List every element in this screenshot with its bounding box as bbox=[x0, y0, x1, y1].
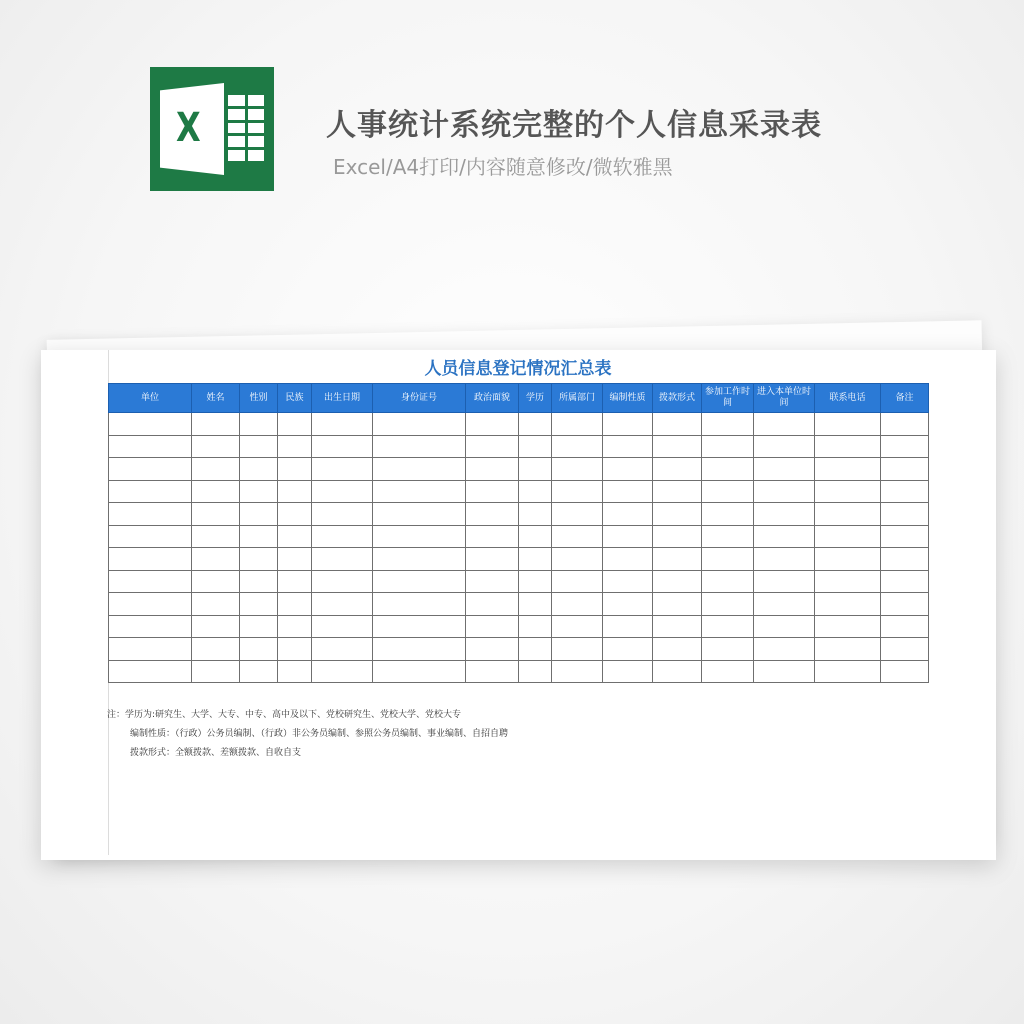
table-cell[interactable] bbox=[815, 570, 881, 593]
table-cell[interactable] bbox=[754, 480, 815, 503]
table-cell[interactable] bbox=[466, 480, 519, 503]
table-cell[interactable] bbox=[312, 548, 373, 571]
table-cell[interactable] bbox=[653, 413, 702, 436]
table-cell[interactable] bbox=[603, 458, 653, 481]
table-cell[interactable] bbox=[466, 503, 519, 526]
table-cell[interactable] bbox=[881, 480, 929, 503]
table-cell[interactable] bbox=[754, 570, 815, 593]
table-cell[interactable] bbox=[373, 570, 466, 593]
table-cell[interactable] bbox=[702, 503, 754, 526]
table-cell[interactable] bbox=[815, 593, 881, 616]
table-cell[interactable] bbox=[240, 638, 278, 661]
table-cell[interactable] bbox=[603, 435, 653, 458]
table-cell[interactable] bbox=[653, 458, 702, 481]
table-cell[interactable] bbox=[240, 458, 278, 481]
table-row bbox=[109, 615, 929, 638]
table-cell[interactable] bbox=[466, 525, 519, 548]
table-cell[interactable] bbox=[653, 660, 702, 683]
col-header-department: 所属部门 bbox=[552, 384, 603, 413]
table-cell[interactable] bbox=[702, 413, 754, 436]
table-cell[interactable] bbox=[373, 480, 466, 503]
table-cell[interactable] bbox=[552, 458, 603, 481]
col-header-join-date: 进入本单位时间 bbox=[754, 384, 815, 413]
table-cell[interactable] bbox=[373, 525, 466, 548]
table-cell[interactable] bbox=[653, 480, 702, 503]
table-cell[interactable] bbox=[552, 435, 603, 458]
table-cell[interactable] bbox=[603, 548, 653, 571]
table-cell[interactable] bbox=[702, 458, 754, 481]
logo-letter: X bbox=[176, 105, 201, 151]
table-cell[interactable] bbox=[192, 548, 240, 571]
table-cell[interactable] bbox=[240, 480, 278, 503]
table-cell[interactable] bbox=[278, 503, 312, 526]
table-cell[interactable] bbox=[653, 435, 702, 458]
table-cell[interactable] bbox=[192, 435, 240, 458]
table-cell[interactable] bbox=[552, 570, 603, 593]
table-cell[interactable] bbox=[552, 638, 603, 661]
table-cell[interactable] bbox=[552, 548, 603, 571]
col-header-funding-type: 拨款形式 bbox=[653, 384, 702, 413]
table-cell[interactable] bbox=[881, 660, 929, 683]
note-staffing-type: 编制性质：（行政）公务员编制、（行政）非公务员编制、参照公务员编制、事业编制、自招自聘 bbox=[130, 729, 509, 739]
table-cell[interactable] bbox=[109, 638, 192, 661]
table-cell[interactable] bbox=[603, 593, 653, 616]
table-row bbox=[109, 638, 929, 661]
table-cell[interactable] bbox=[519, 458, 552, 481]
table-cell[interactable] bbox=[373, 615, 466, 638]
table-cell[interactable] bbox=[192, 570, 240, 593]
table-cell[interactable] bbox=[552, 503, 603, 526]
table-cell[interactable] bbox=[240, 435, 278, 458]
table-cell[interactable] bbox=[653, 525, 702, 548]
table-cell[interactable] bbox=[466, 593, 519, 616]
table-cell[interactable] bbox=[653, 615, 702, 638]
table-cell[interactable] bbox=[754, 660, 815, 683]
table-cell[interactable] bbox=[702, 480, 754, 503]
table-cell[interactable] bbox=[373, 638, 466, 661]
table-body bbox=[109, 413, 929, 683]
table-cell[interactable] bbox=[552, 615, 603, 638]
table-cell[interactable] bbox=[466, 435, 519, 458]
table-cell[interactable] bbox=[373, 435, 466, 458]
table-cell[interactable] bbox=[466, 638, 519, 661]
table-cell[interactable] bbox=[278, 525, 312, 548]
table-cell[interactable] bbox=[603, 413, 653, 436]
table-cell[interactable] bbox=[815, 435, 881, 458]
table-cell[interactable] bbox=[881, 615, 929, 638]
table-cell[interactable] bbox=[373, 458, 466, 481]
col-header-work-start-date: 参加工作时间 bbox=[702, 384, 754, 413]
table-cell[interactable] bbox=[192, 480, 240, 503]
table-cell[interactable] bbox=[754, 503, 815, 526]
table-cell[interactable] bbox=[519, 615, 552, 638]
notes-block bbox=[107, 706, 508, 763]
table-cell[interactable] bbox=[109, 480, 192, 503]
table-cell[interactable] bbox=[109, 660, 192, 683]
col-header-unit: 单位 bbox=[109, 384, 192, 413]
table-cell[interactable] bbox=[815, 503, 881, 526]
table-cell[interactable] bbox=[240, 548, 278, 571]
table-cell[interactable] bbox=[815, 480, 881, 503]
col-header-staffing-type: 编制性质 bbox=[603, 384, 653, 413]
table-cell[interactable] bbox=[881, 525, 929, 548]
table-row bbox=[109, 660, 929, 683]
table-cell[interactable] bbox=[754, 548, 815, 571]
table-cell[interactable] bbox=[192, 525, 240, 548]
table-cell[interactable] bbox=[312, 593, 373, 616]
table-cell[interactable] bbox=[603, 570, 653, 593]
table-cell[interactable] bbox=[519, 503, 552, 526]
table-cell[interactable] bbox=[653, 548, 702, 571]
table-cell[interactable] bbox=[653, 593, 702, 616]
table-cell[interactable] bbox=[603, 480, 653, 503]
table-cell[interactable] bbox=[373, 593, 466, 616]
table-row bbox=[109, 525, 929, 548]
table-cell[interactable] bbox=[466, 660, 519, 683]
table-cell[interactable] bbox=[278, 458, 312, 481]
table-cell[interactable] bbox=[552, 413, 603, 436]
col-header-remarks: 备注 bbox=[881, 384, 929, 413]
table-cell[interactable] bbox=[881, 458, 929, 481]
table-cell[interactable] bbox=[702, 548, 754, 571]
table-row bbox=[109, 503, 929, 526]
table-cell[interactable] bbox=[603, 525, 653, 548]
table-row bbox=[109, 435, 929, 458]
table-row bbox=[109, 480, 929, 503]
table-cell[interactable] bbox=[815, 413, 881, 436]
table-cell[interactable] bbox=[278, 413, 312, 436]
table-cell[interactable] bbox=[754, 435, 815, 458]
table-cell[interactable] bbox=[312, 503, 373, 526]
table-cell[interactable] bbox=[815, 638, 881, 661]
table-cell[interactable] bbox=[192, 503, 240, 526]
table-cell[interactable] bbox=[240, 525, 278, 548]
table-cell[interactable] bbox=[278, 593, 312, 616]
table-cell[interactable] bbox=[192, 638, 240, 661]
table-cell[interactable] bbox=[702, 570, 754, 593]
table-cell[interactable] bbox=[603, 638, 653, 661]
table-cell[interactable] bbox=[552, 593, 603, 616]
table-cell[interactable] bbox=[653, 638, 702, 661]
table-cell[interactable] bbox=[109, 435, 192, 458]
table-cell[interactable] bbox=[653, 503, 702, 526]
table-cell[interactable] bbox=[312, 458, 373, 481]
spreadsheet-page bbox=[41, 350, 996, 860]
table-cell[interactable] bbox=[240, 503, 278, 526]
table-cell[interactable] bbox=[312, 480, 373, 503]
table-cell[interactable] bbox=[109, 548, 192, 571]
table-cell[interactable] bbox=[519, 480, 552, 503]
table-cell[interactable] bbox=[702, 525, 754, 548]
table-cell[interactable] bbox=[881, 638, 929, 661]
table-cell[interactable] bbox=[519, 570, 552, 593]
table-cell[interactable] bbox=[702, 638, 754, 661]
table-cell[interactable] bbox=[312, 435, 373, 458]
table-cell[interactable] bbox=[754, 593, 815, 616]
table-row bbox=[109, 458, 929, 481]
page-subtitle: Excel/A4打印/内容随意修改/微软雅黑 bbox=[333, 155, 673, 179]
table-header-row bbox=[109, 384, 929, 413]
table-cell[interactable] bbox=[278, 548, 312, 571]
table-cell[interactable] bbox=[240, 413, 278, 436]
table-cell[interactable] bbox=[109, 593, 192, 616]
table-cell[interactable] bbox=[278, 435, 312, 458]
table-cell[interactable] bbox=[312, 525, 373, 548]
table-cell[interactable] bbox=[603, 503, 653, 526]
table-cell[interactable] bbox=[653, 570, 702, 593]
table-cell[interactable] bbox=[240, 570, 278, 593]
table-cell[interactable] bbox=[519, 638, 552, 661]
table-cell[interactable] bbox=[109, 525, 192, 548]
table-row bbox=[109, 548, 929, 571]
table-cell[interactable] bbox=[881, 593, 929, 616]
table-cell[interactable] bbox=[552, 480, 603, 503]
table-cell[interactable] bbox=[702, 435, 754, 458]
table-row bbox=[109, 570, 929, 593]
table-cell[interactable] bbox=[603, 660, 653, 683]
table-cell[interactable] bbox=[881, 548, 929, 571]
table-cell[interactable] bbox=[754, 525, 815, 548]
table-cell[interactable] bbox=[815, 525, 881, 548]
table-cell[interactable] bbox=[815, 458, 881, 481]
table-cell[interactable] bbox=[754, 458, 815, 481]
table-cell[interactable] bbox=[754, 615, 815, 638]
table-cell[interactable] bbox=[192, 593, 240, 616]
table-cell[interactable] bbox=[240, 660, 278, 683]
table-cell[interactable] bbox=[466, 548, 519, 571]
table-cell[interactable] bbox=[702, 593, 754, 616]
table-cell[interactable] bbox=[466, 458, 519, 481]
table-cell[interactable] bbox=[702, 660, 754, 683]
table-cell[interactable] bbox=[519, 413, 552, 436]
table-cell[interactable] bbox=[109, 570, 192, 593]
col-header-ethnicity: 民族 bbox=[278, 384, 312, 413]
col-header-id-number: 身份证号 bbox=[373, 384, 466, 413]
col-header-education: 学历 bbox=[519, 384, 552, 413]
table-cell[interactable] bbox=[881, 503, 929, 526]
table-cell[interactable] bbox=[373, 503, 466, 526]
logo-grid-icon bbox=[228, 95, 264, 161]
table-cell[interactable] bbox=[312, 615, 373, 638]
table-cell[interactable] bbox=[278, 638, 312, 661]
col-header-birth-date: 出生日期 bbox=[312, 384, 373, 413]
table-cell[interactable] bbox=[519, 593, 552, 616]
table-cell[interactable] bbox=[278, 615, 312, 638]
col-header-gender: 性别 bbox=[240, 384, 278, 413]
table-cell[interactable] bbox=[552, 525, 603, 548]
table-cell[interactable] bbox=[702, 615, 754, 638]
table-cell[interactable] bbox=[278, 480, 312, 503]
table-cell[interactable] bbox=[815, 548, 881, 571]
table-cell[interactable] bbox=[519, 525, 552, 548]
page-title: 人事统计系统完整的个人信息采录表 bbox=[326, 108, 822, 143]
table-cell[interactable] bbox=[552, 660, 603, 683]
table-cell[interactable] bbox=[192, 413, 240, 436]
table-cell[interactable] bbox=[278, 570, 312, 593]
table-cell[interactable] bbox=[192, 615, 240, 638]
col-header-political-status: 政治面貌 bbox=[466, 384, 519, 413]
table-cell[interactable] bbox=[312, 413, 373, 436]
table-cell[interactable] bbox=[373, 413, 466, 436]
table-cell[interactable] bbox=[603, 615, 653, 638]
table-cell[interactable] bbox=[278, 660, 312, 683]
table-cell[interactable] bbox=[240, 615, 278, 638]
table-cell[interactable] bbox=[754, 413, 815, 436]
table-cell[interactable] bbox=[466, 570, 519, 593]
table-cell[interactable] bbox=[881, 570, 929, 593]
form-title: 人员信息登记情况汇总表 bbox=[424, 359, 612, 379]
table-cell[interactable] bbox=[881, 435, 929, 458]
table-cell[interactable] bbox=[240, 593, 278, 616]
col-header-phone: 联系电话 bbox=[815, 384, 881, 413]
registration-table bbox=[108, 383, 929, 683]
table-cell[interactable] bbox=[109, 503, 192, 526]
col-header-name: 姓名 bbox=[192, 384, 240, 413]
table-row bbox=[109, 593, 929, 616]
table-cell[interactable] bbox=[815, 615, 881, 638]
excel-logo-icon bbox=[150, 67, 274, 191]
table-cell[interactable] bbox=[312, 660, 373, 683]
table-cell[interactable] bbox=[109, 413, 192, 436]
table-cell[interactable] bbox=[373, 548, 466, 571]
table-cell[interactable] bbox=[519, 660, 552, 683]
table-cell[interactable] bbox=[466, 615, 519, 638]
table-cell[interactable] bbox=[192, 660, 240, 683]
table-cell[interactable] bbox=[519, 435, 552, 458]
table-cell[interactable] bbox=[466, 413, 519, 436]
note-education: 注：学历为:研究生、大学、大专、中专、高中及以下、党校研究生、党校大学、党校大专 bbox=[107, 710, 462, 720]
table-cell[interactable] bbox=[881, 413, 929, 436]
table-cell[interactable] bbox=[312, 570, 373, 593]
table-cell[interactable] bbox=[373, 660, 466, 683]
table-row bbox=[109, 413, 929, 436]
table-cell[interactable] bbox=[815, 660, 881, 683]
note-funding-type: 拨款形式：全额拨款、差额拨款、自收自支 bbox=[130, 748, 302, 758]
table-cell[interactable] bbox=[109, 458, 192, 481]
table-cell[interactable] bbox=[754, 638, 815, 661]
table-cell[interactable] bbox=[109, 615, 192, 638]
table-cell[interactable] bbox=[192, 458, 240, 481]
table-cell[interactable] bbox=[519, 548, 552, 571]
table-cell[interactable] bbox=[312, 638, 373, 661]
